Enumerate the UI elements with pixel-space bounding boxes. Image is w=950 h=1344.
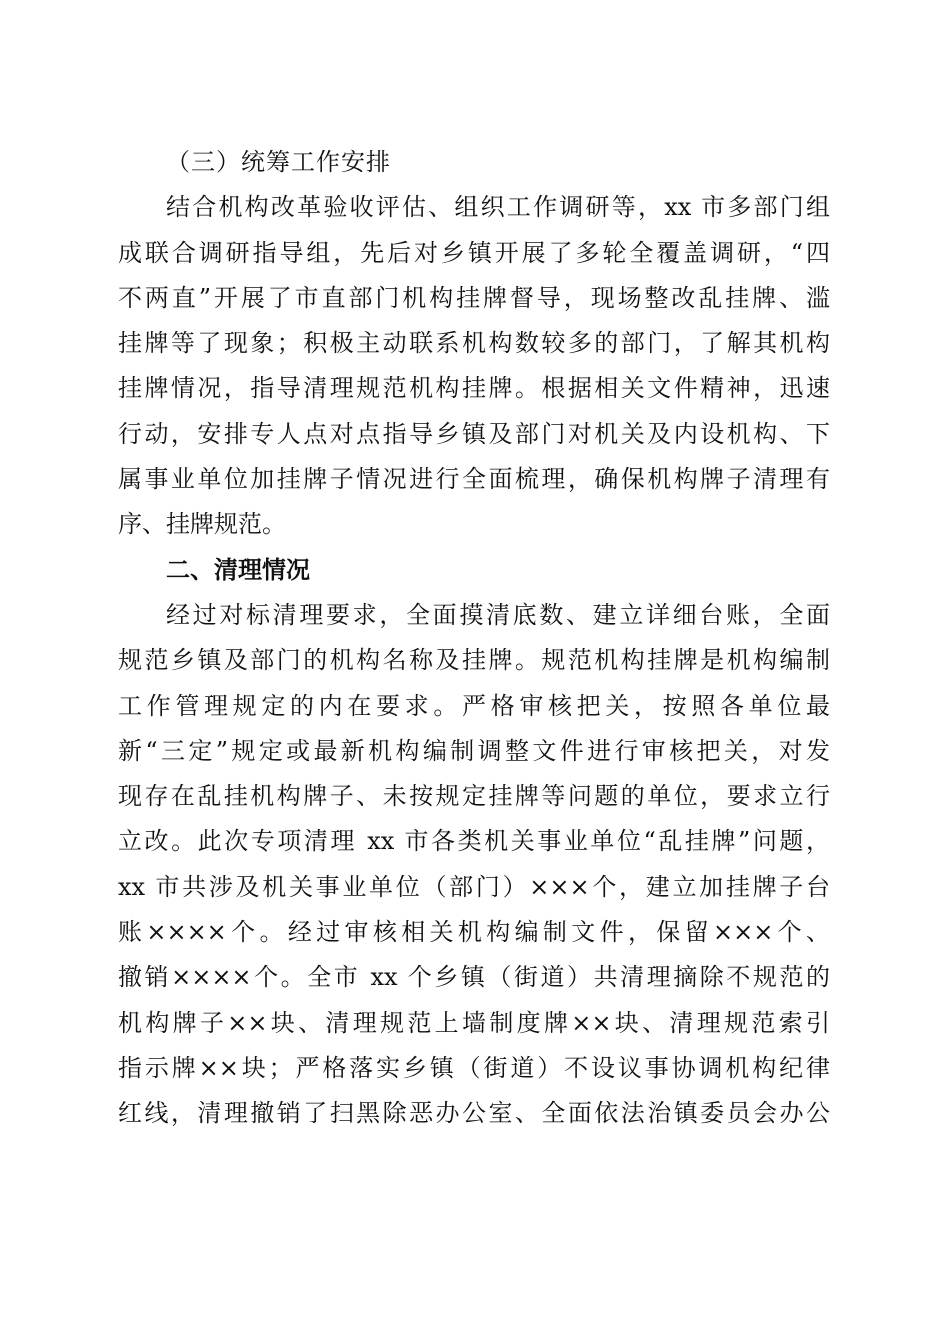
- paragraph-line: 立改。此次专项清理 xx 市各类机关事业单位“乱挂牌”问题，: [118, 827, 830, 856]
- section-heading-two: 二、清理情况: [166, 555, 310, 584]
- paragraph-line: xx 市共涉及机关事业单位（部门）×××个，建立加挂牌子台: [118, 872, 830, 901]
- paragraph-line: 规范乡镇及部门的机构名称及挂牌。规范机构挂牌是机构编制: [118, 646, 830, 675]
- paragraph-line: 新“三定”规定或最新机构编制调整文件进行审核把关，对发: [118, 736, 830, 765]
- paragraph-line: 成联合调研指导组，先后对乡镇开展了多轮全覆盖调研，“四: [118, 238, 830, 267]
- section-heading-3: （三）统筹工作安排: [166, 148, 391, 176]
- paragraph-line: 不两直”开展了市直部门机构挂牌督导，现场整改乱挂牌、滥: [118, 283, 830, 312]
- paragraph-line: 撤销××××个。全市 xx 个乡镇（街道）共清理摘除不规范的: [118, 963, 830, 992]
- paragraph-line-last: 序、挂牌规范。: [118, 510, 286, 539]
- paragraph-line: 行动，安排专人点对点指导乡镇及部门对机关及内设机构、下: [118, 419, 830, 448]
- paragraph-line: 结合机构改革验收评估、组织工作调研等，xx 市多部门组: [166, 193, 830, 222]
- paragraph-line: 工作管理规定的内在要求。严格审核把关，按照各单位最: [118, 691, 830, 720]
- document-body: [118, 140, 830, 1137]
- paragraph-line: 机构牌子××块、清理规范上墙制度牌××块、清理规范索引: [118, 1008, 830, 1037]
- paragraph-line: 挂牌等了现象；积极主动联系机构数较多的部门，了解其机构: [118, 329, 830, 358]
- paragraph-line: 账××××个。经过审核相关机构编制文件，保留×××个、: [118, 918, 830, 947]
- paragraph-line: 属事业单位加挂牌子情况进行全面梳理，确保机构牌子清理有: [118, 465, 830, 494]
- paragraph-line: 指示牌××块；严格落实乡镇（街道）不设议事协调机构纪律: [118, 1053, 830, 1082]
- paragraph-line: 经过对标清理要求，全面摸清底数、建立详细台账，全面: [166, 600, 830, 629]
- paragraph-line: 现存在乱挂机构牌子、未按规定挂牌等问题的单位，要求立行: [118, 782, 830, 811]
- paragraph-line: 挂牌情况，指导清理规范机构挂牌。根据相关文件精神，迅速: [118, 374, 830, 403]
- paragraph-line: 红线，清理撤销了扫黑除恶办公室、全面依法治镇委员会办公: [118, 1099, 830, 1128]
